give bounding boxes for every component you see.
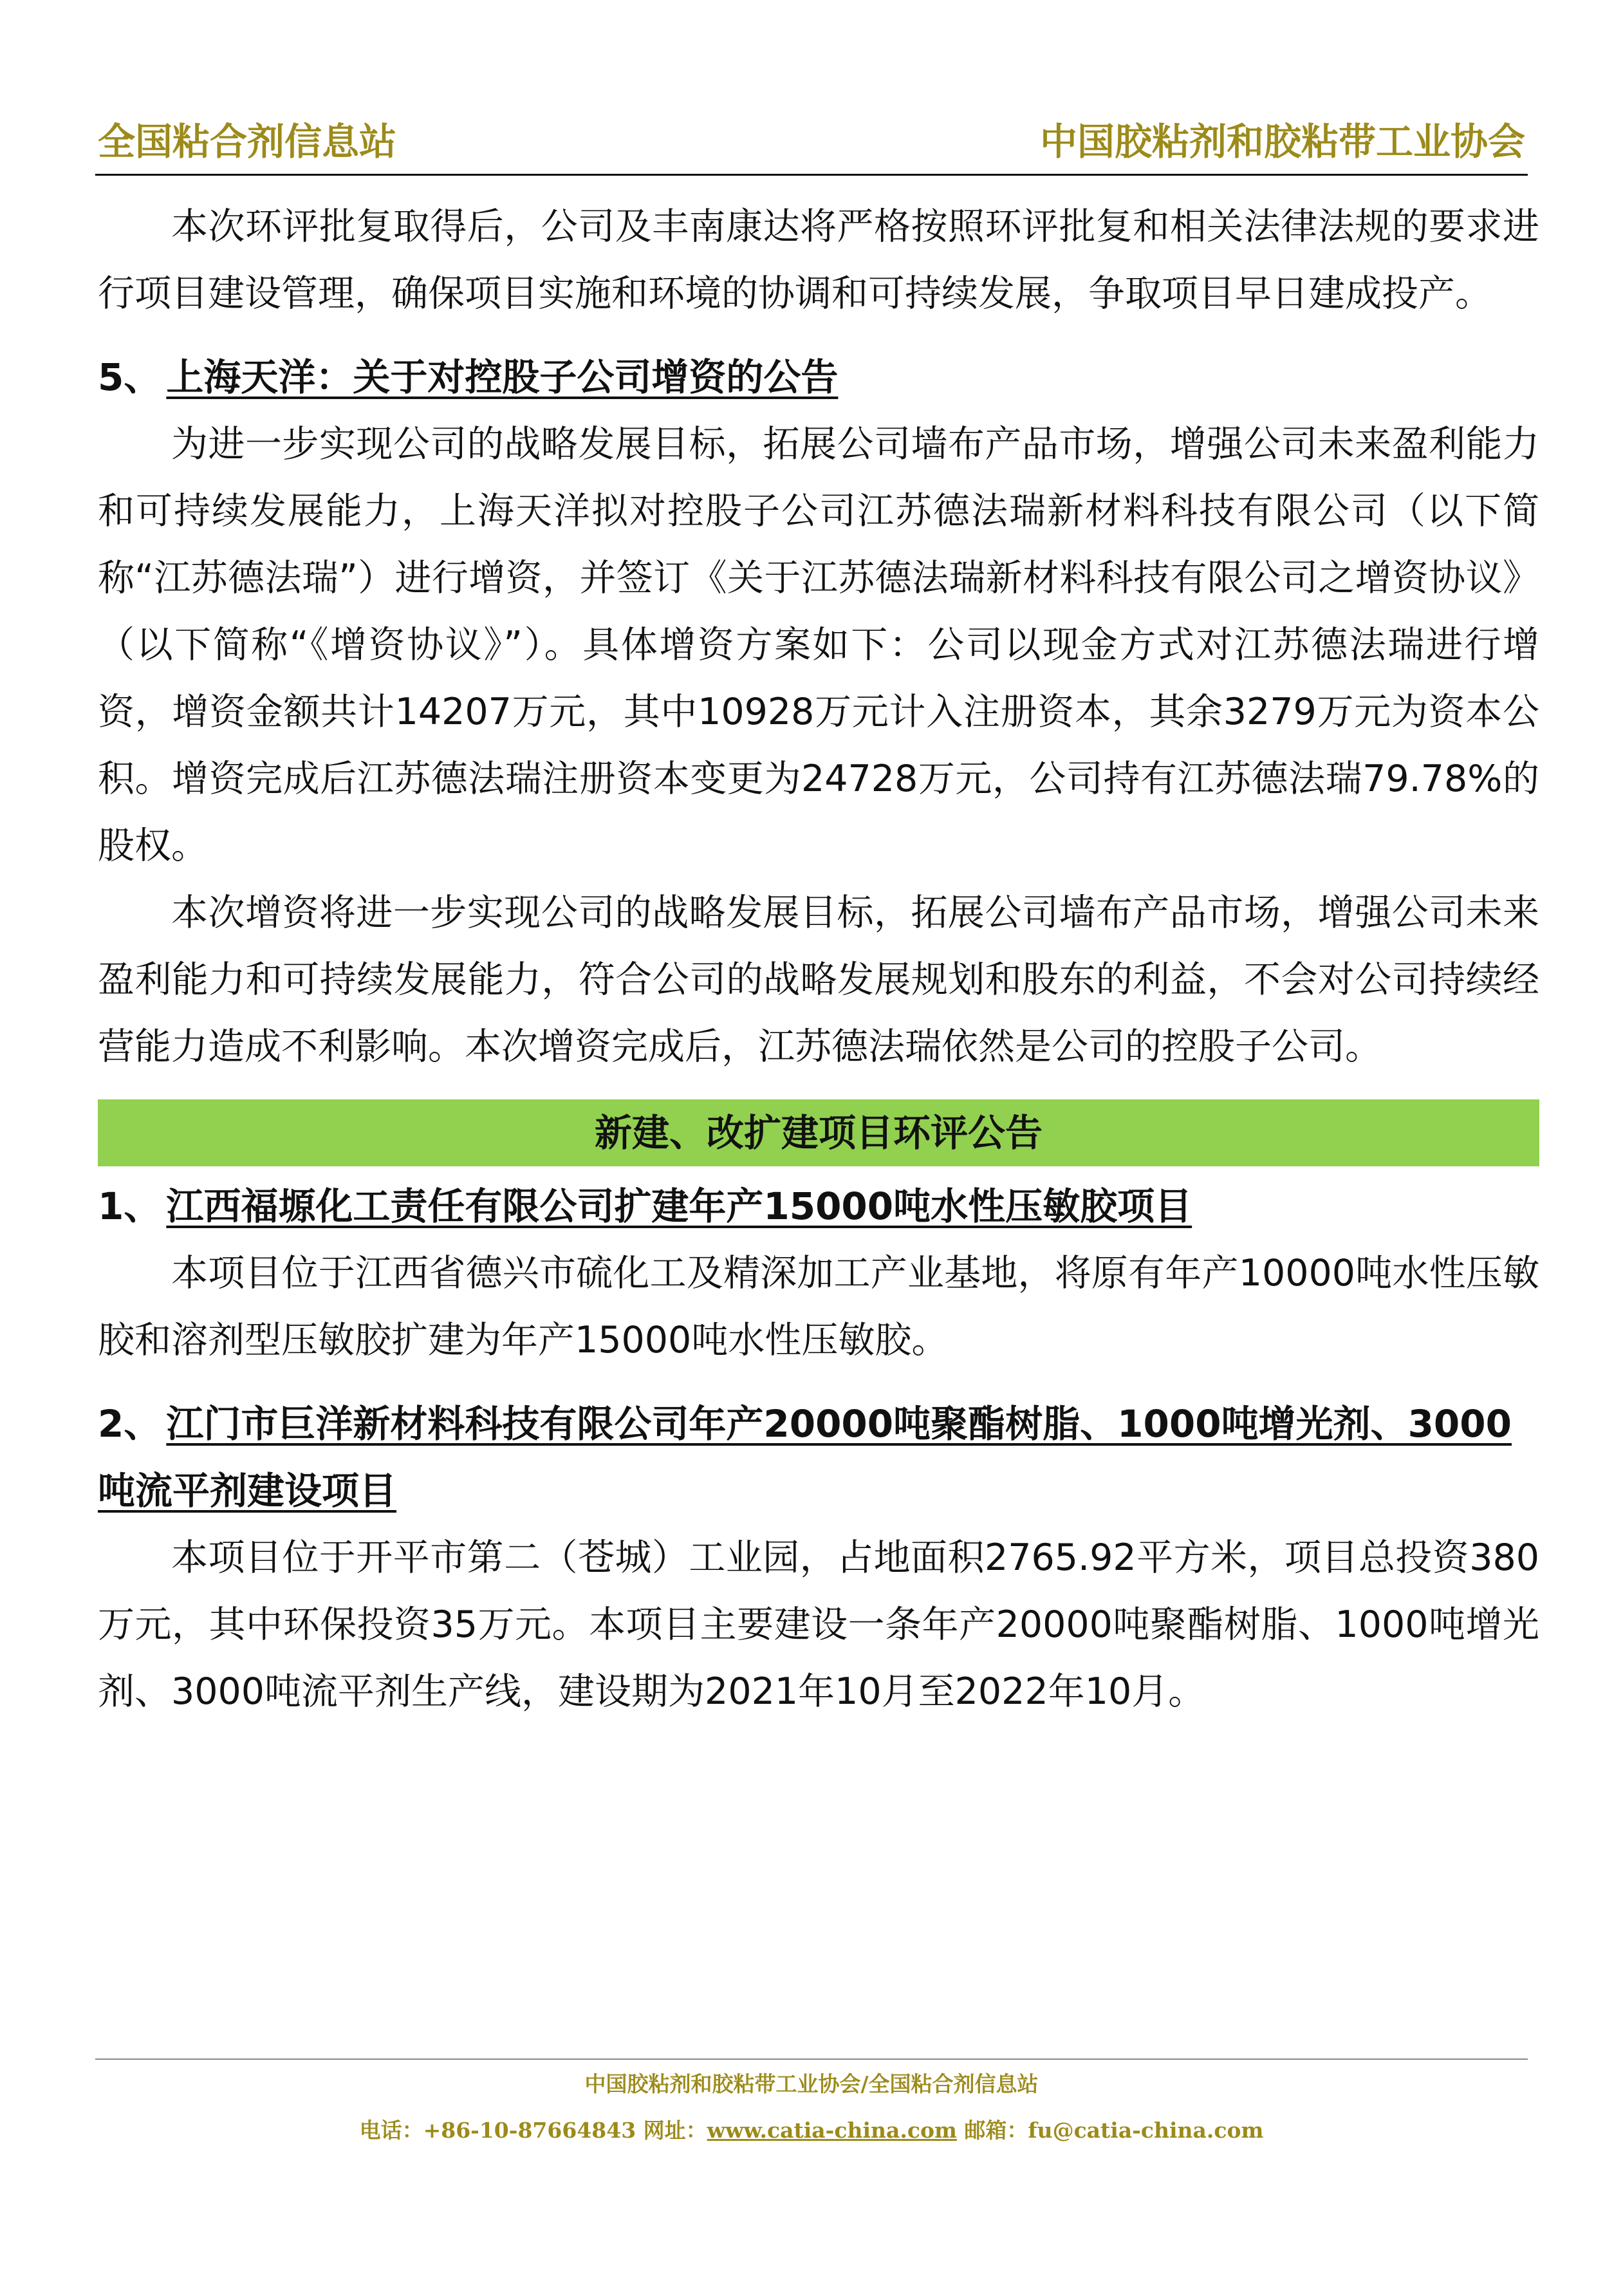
project-1-title: 江西福塬化工责任有限公司扩建年产15000吨水性压敏胶项目 [166, 1184, 1192, 1228]
footer-contact [0, 2111, 1623, 2150]
section-5-heading [98, 344, 1539, 411]
section-band-title: 新建、改扩建项目环评公告 [98, 1099, 1539, 1166]
project-2-paragraph: 本项目位于开平市第二（苍城）工业园，占地面积2765.92平方米，项目总投资380万元，其中环保投资35万元。本项目主要建设一条年产20000吨聚酯树脂、1000吨增光剂、3000吨流平剂生产线，建设期为2021年10月至2022年10月。 [98, 1536, 1539, 1713]
header-divider [95, 174, 1528, 176]
project-1-number: 1、 [98, 1184, 162, 1228]
intro-paragraph: 本次环评批复取得后，公司及丰南康达将严格按照环评批复和相关法律法规的要求进行项目建设管理，确保项目实施和环境的协调和可持续发展，争取项目早日建成投产。 [98, 205, 1539, 315]
header-right-title: 中国胶粘剂和胶粘带工业协会 [1039, 120, 1525, 163]
document-body [98, 193, 1539, 1725]
section-5-number: 5、 [98, 355, 162, 399]
project-1-paragraph: 本项目位于江西省德兴市硫化工及精深加工产业基地，将原有年产10000吨水性压敏胶和溶剂型压敏胶扩建为年产15000吨水性压敏胶。 [98, 1252, 1539, 1361]
header-left-title: 全国粘合剂信息站 [98, 120, 397, 163]
section-5-paragraph-2: 本次增资将进一步实现公司的战略发展目标，拓展公司墙布产品市场，增强公司未来盈利能力和可持续发展能力，符合公司的战略发展规划和股东的利益，不会对公司持续经营能力造成不利影响。本次增资完成后，江苏德法瑞依然是公司的控股子公司。 [98, 891, 1539, 1068]
section-5-title: 上海天洋：关于对控股子公司增资的公告 [166, 355, 839, 399]
section-5-paragraph-1: 为进一步实现公司的战略发展目标，拓展公司墙布产品市场，增强公司未来盈利能力和可持续发展能力，上海天洋拟对控股子公司江苏德法瑞新材料科技有限公司（以下简称“江苏德法瑞”）进行增资，并签订《关于江苏德法瑞新材料科技有限公司之增资协议》（以下简称“《增资协议》”）。具体增资方案如下：公司以现金方式对江苏德法瑞进行增资，增资金额共计14207万元，其中10928万元计入注册资本，其余3279万元为资本公积。增资完成后江苏德法瑞注册资本变更为24728万元，公司持有江苏德法瑞79.78%的股权。 [98, 423, 1539, 867]
project-1-heading [98, 1173, 1539, 1240]
footer-organization: 中国胶粘剂和胶粘带工业协会/全国粘合剂信息站 [584, 2071, 1039, 2096]
footer-phone: 电话：+86-10-87664843 网址： [359, 2118, 707, 2143]
footer-email: 邮箱：fu@catia-china.com [956, 2118, 1264, 2143]
project-2-title: 江门市巨洋新材料科技有限公司年产20000吨聚酯树脂、1000吨增光剂、3000吨流平剂建设项目 [98, 1402, 1512, 1513]
project-2-number: 2、 [98, 1402, 162, 1446]
footer-divider [95, 2058, 1528, 2060]
project-2-heading [98, 1390, 1539, 1524]
footer-website-link[interactable]: www.catia-china.com [707, 2118, 957, 2143]
